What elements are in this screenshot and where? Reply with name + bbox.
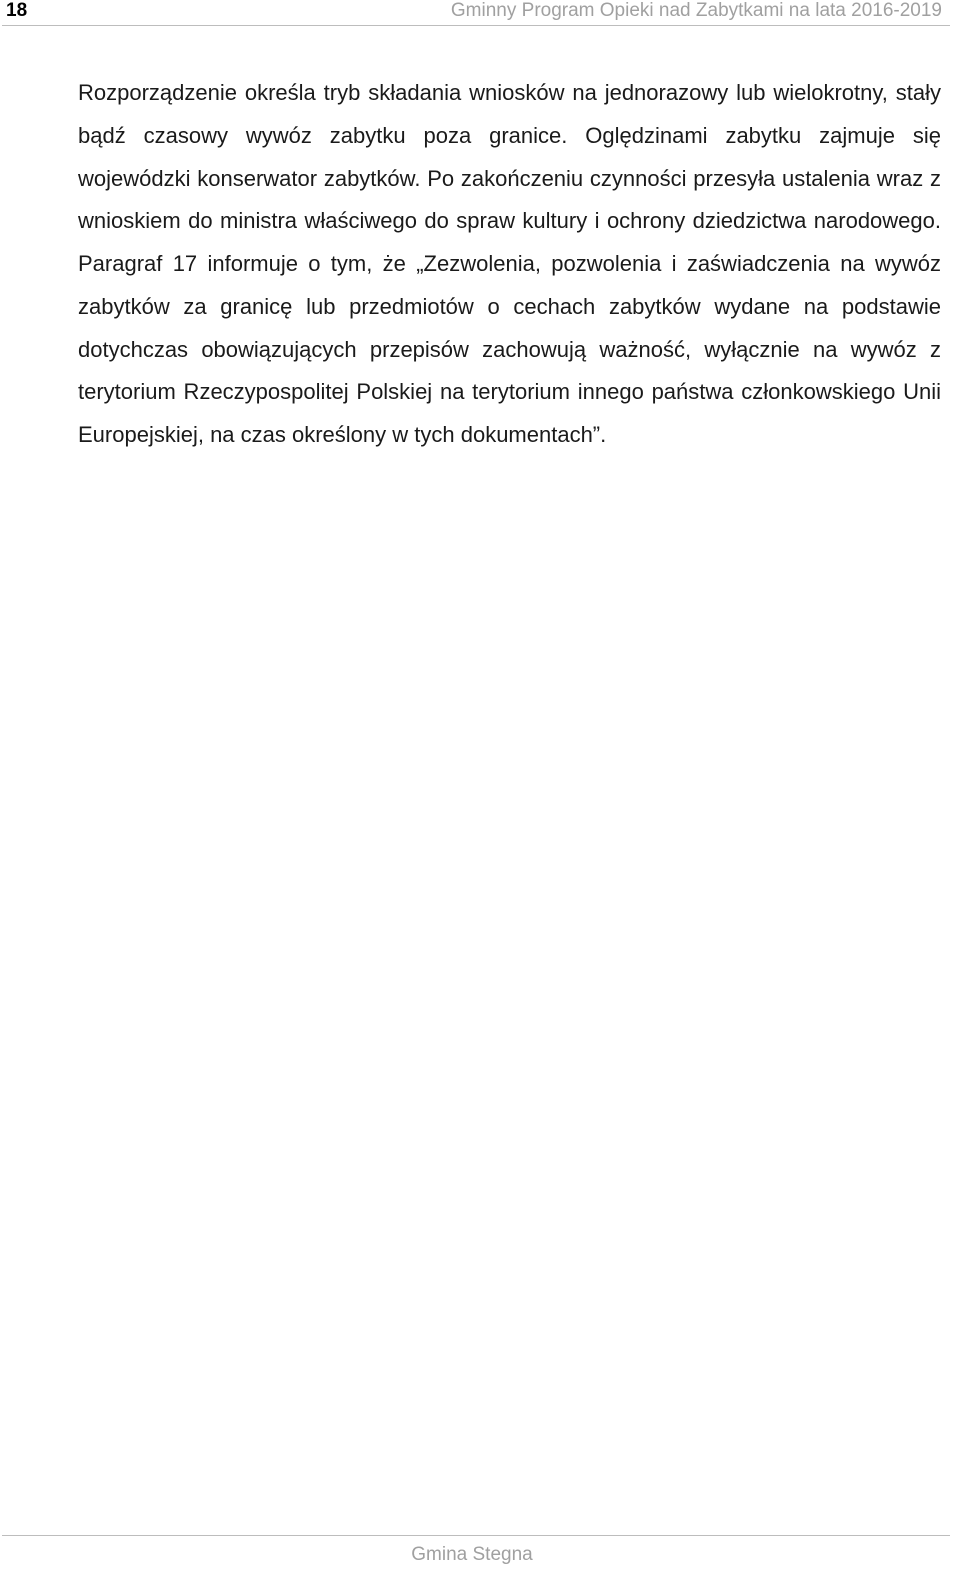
body-paragraph: Rozporządzenie określa tryb składania wniosków na jednorazowy lub wielokrotny, stały bądź czasowy wywóz zabytku poza granice. Oględzinami zabytku zajmuje się wojewódzki konserwator zabytków. Po zakończeniu czynności przesyła ustalenia wraz z wnioskiem do ministra właściwego do spraw kultury i ochrony dziedzictwa narodowego. Paragraf 17 informuje o tym, że „Zezwolenia, pozwolenia i zaświadczenia na wywóz zabytków za granicę lub przedmiotów o cechach zabytków wydane na podstawie dotychczas obowiązujących przepisów zachowują ważność, wyłącznie na wywóz z terytorium Rzeczypospolitej Polskiej na terytorium innego państwa członkowskiego Unii Europejskiej, na czas określony w tych dokumentach”.	[78, 80, 941, 447]
page-header	[0, 0, 960, 26]
footer-text: Gmina Stegna	[411, 1544, 533, 1565]
footer-divider	[2, 1535, 950, 1536]
page-number: 18	[6, 0, 28, 21]
header-title: Gminny Program Opieki nad Zabytkami na lata 2016-2019	[450, 0, 942, 21]
header-divider	[2, 25, 950, 26]
